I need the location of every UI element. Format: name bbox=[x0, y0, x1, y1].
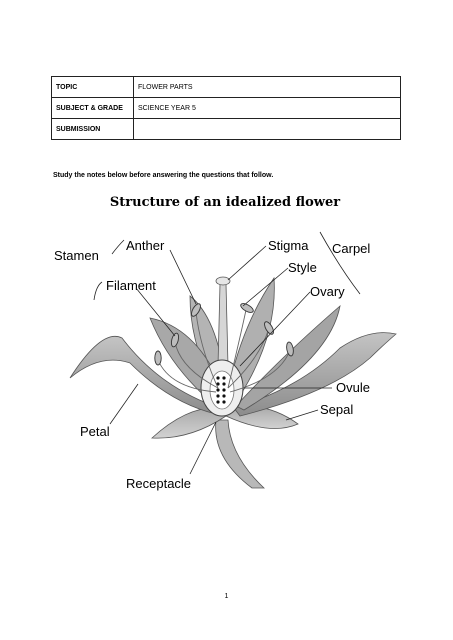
label-petal: Petal bbox=[80, 424, 110, 439]
subject-grade-label: SUBJECT & GRADE bbox=[52, 98, 134, 119]
topic-label: TOPIC bbox=[52, 77, 134, 98]
label-ovule: Ovule bbox=[336, 380, 370, 395]
diagram-title: Structure of an idealized flower bbox=[109, 195, 341, 210]
label-ovary: Ovary bbox=[310, 284, 345, 299]
table-row bbox=[52, 119, 401, 140]
label-carpel: Carpel bbox=[332, 241, 371, 256]
label-sepal: Sepal bbox=[320, 402, 354, 417]
label-style: Style bbox=[288, 260, 317, 275]
label-anther: Anther bbox=[126, 238, 165, 253]
stem bbox=[216, 420, 264, 488]
flower-diagram bbox=[40, 188, 410, 498]
stigma-shape bbox=[216, 277, 230, 285]
table-row bbox=[52, 98, 401, 119]
topic-value: FLOWER PARTS bbox=[134, 77, 401, 98]
page-number: 1 bbox=[224, 593, 229, 600]
label-stigma: Stigma bbox=[268, 238, 309, 253]
style-shape bbox=[218, 284, 228, 366]
submission-label: SUBMISSION bbox=[52, 119, 134, 140]
table-row bbox=[52, 77, 401, 98]
submission-value bbox=[134, 119, 401, 140]
subject-grade-value: SCIENCE YEAR 5 bbox=[134, 98, 401, 119]
info-table bbox=[51, 76, 401, 140]
instruction-text: Study the notes below before answering the questions that follow. bbox=[53, 172, 274, 179]
label-filament: Filament bbox=[106, 278, 156, 293]
label-receptacle: Receptacle bbox=[126, 476, 192, 491]
page-number: 1 bbox=[41, 189, 42, 190]
label-stamen: Stamen bbox=[54, 248, 99, 263]
